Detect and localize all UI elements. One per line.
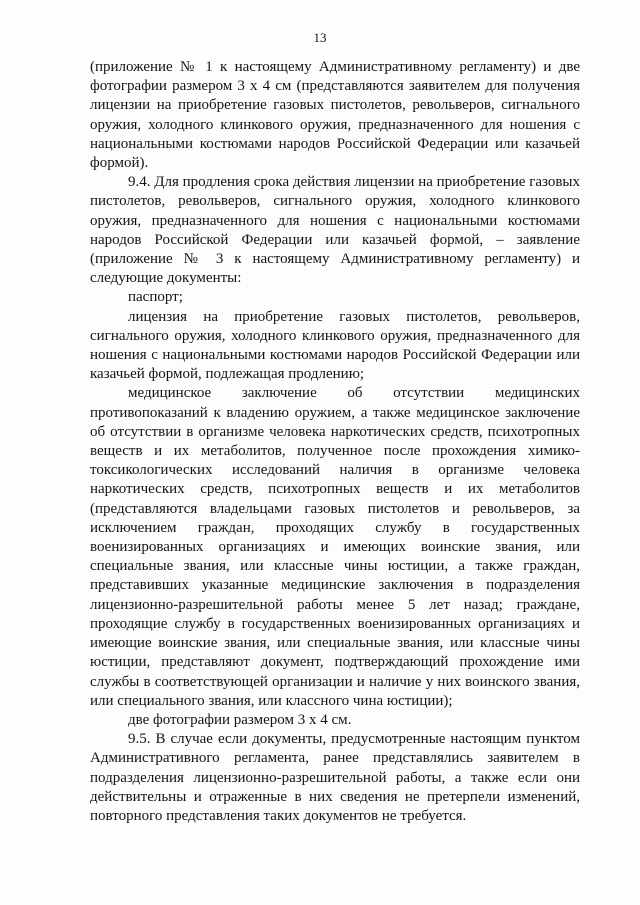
list-item-passport: паспорт; bbox=[128, 289, 183, 306]
page-number: 13 bbox=[313, 30, 327, 45]
paragraph-9-5: 9.5. В случае если документы, предусмотренные настоящим пунктом Административного регламента, ранее представлялись заявителем в подразделения лицензионно-разрешительной работы, а также если они действительны и отраженные в них сведения не претерпели изменений, повторного представления таких документов не требуется. bbox=[90, 731, 580, 824]
paragraph-9-4: 9.4. Для продления срока действия лицензии на приобретение газовых пистолетов, револьверов, сигнального оружия, холодного клинкового оружия, предназначенного для ношения с национальными костюмами народов Российской Федерации или казачьей формой, – заявление (приложение № 3 к настоящему Административному регламенту) и следующие документы: bbox=[90, 174, 580, 287]
document-body bbox=[90, 58, 580, 826]
list-item-medical-certificate: медицинское заключение об отсутствии медицинских противопоказаний к владению оружием, а также медицинское заключение об отсутствии в организме человека наркотических средств, психотропных веществ и их метаболитов, полученное после прохождения химико-токсикологических исследований наличия в организме человека наркотических средств, психотропных веществ и их метаболитов (представляются владельцами газовых пистолетов и револьверов, за исключением граждан, проходящих службу в государственных военизированных организациях и имеющих воинские звания, или специальные звания, или классные чины юстиции, а также граждан, представивших указанные медицинские заключения в подразделения лицензионно-разрешительной работы менее 5 лет назад; граждане, проходящие службу в государственных военизированных организациях и имеющие воинские звания, или специальные звания, или классные чины юстиции, представляют документ, подтверждающий прохождение ими службы в соответствующей организации и наличие у них воинского звания, или специального звания, или классного чина юстиции); bbox=[90, 385, 580, 709]
list-item-photos: две фотографии размером 3 х 4 см. bbox=[128, 711, 352, 728]
paragraph: (приложение № 1 к настоящему Административному регламенту) и две фотографии размером 3 х 4 см (представляются заявителем для получения лицензии на приобретение газовых пистолетов, револьверов, сигнального оружия, холодного клинкового оружия, предназначенного для ношения с национальными костюмами народов Российской Федерации или казачьей формой). bbox=[90, 59, 580, 172]
list-item-license: лицензия на приобретение газовых пистолетов, револьверов, сигнального оружия, холодного клинкового оружия, предназначенного для ношения с национальными костюмами народов Российской Федерации или казачьей формой, подлежащая продлению; bbox=[90, 308, 580, 383]
